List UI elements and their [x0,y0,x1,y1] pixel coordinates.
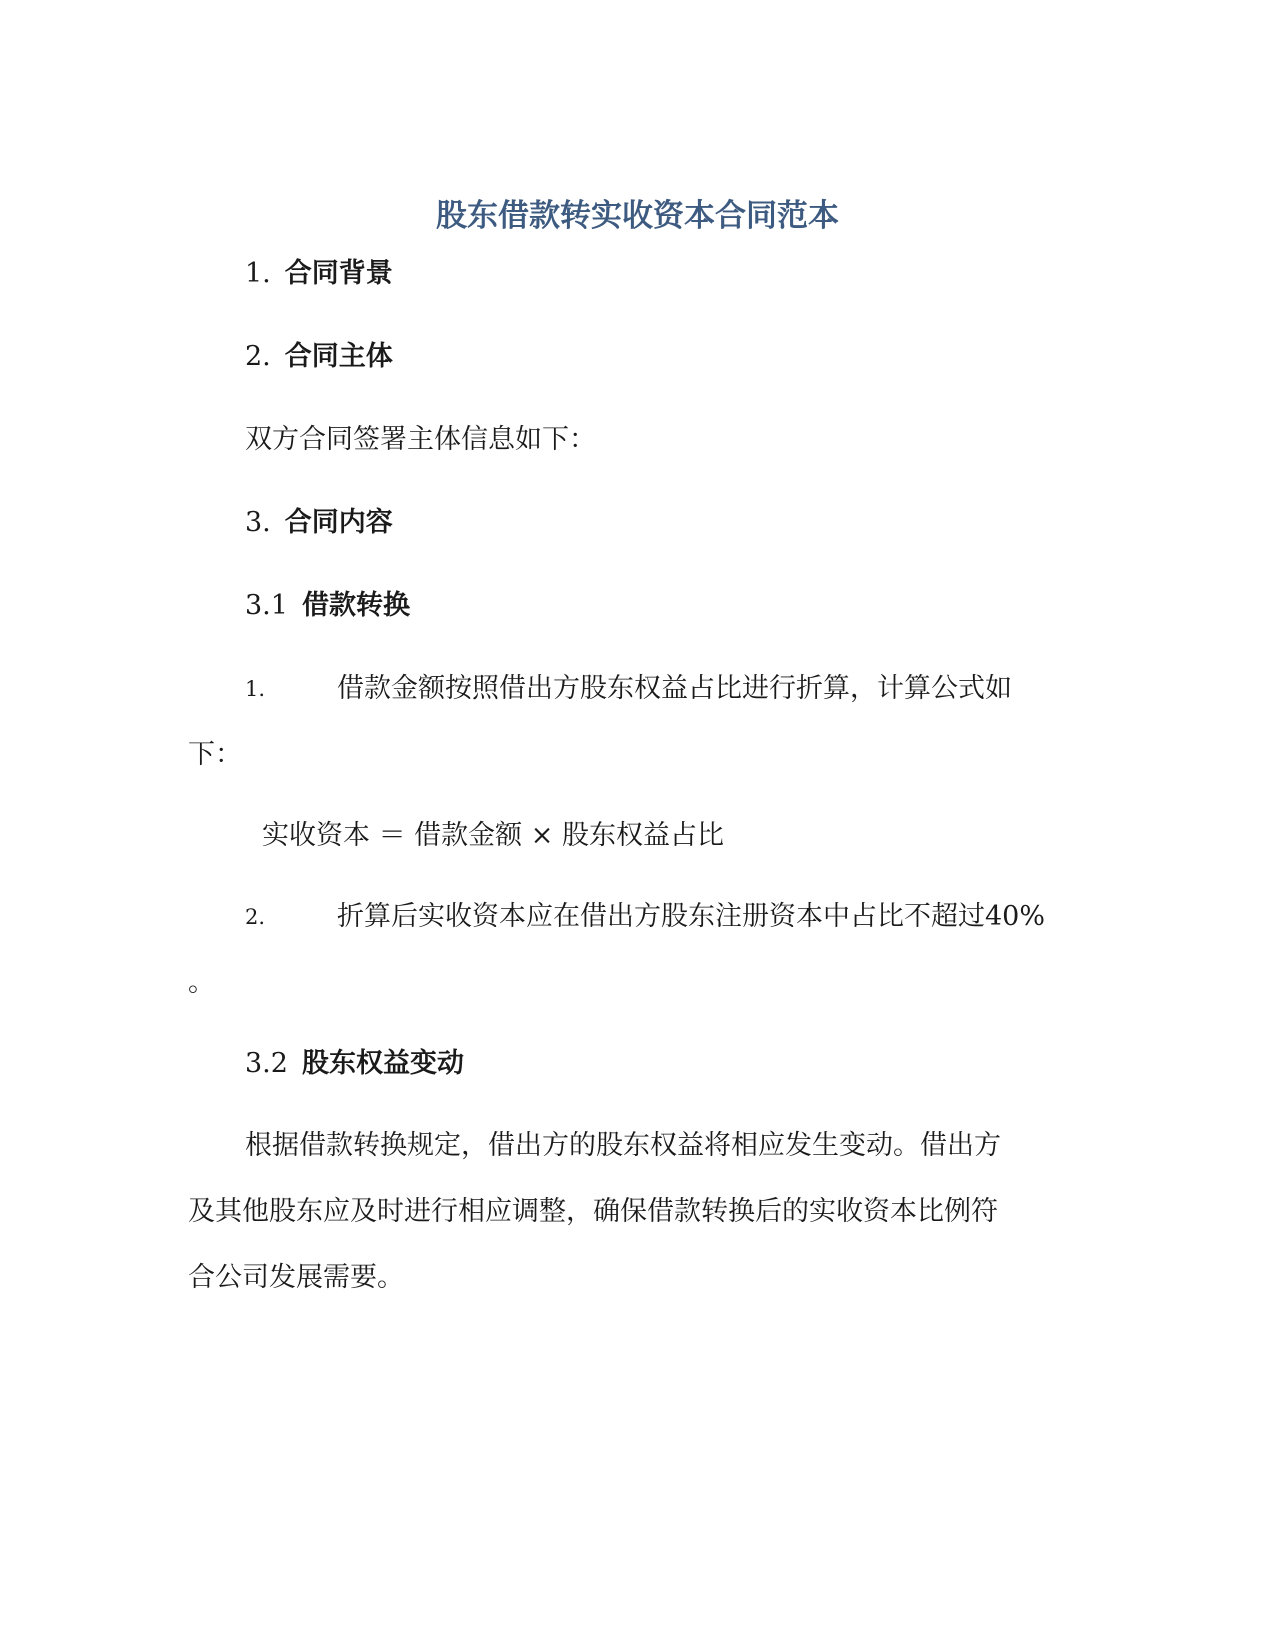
list-number-2: 2. [245,905,266,929]
list-number-1: 1. [245,677,266,701]
section-heading-3 [245,505,393,541]
section-label: 合同背景 [284,258,393,289]
document-title: 股东借款转实收资本合同范本 [436,198,839,234]
section-heading-3-1 [245,588,410,624]
paragraph-equity-line2: 及其他股东应及时进行相应调整，确保借款转换后的实收资本比例符 [188,1196,998,1227]
list-item-2-line1: 折算后实收资本应在借出方股东注册资本中占比不超过40% [337,901,1046,932]
section-heading-1 [245,256,393,292]
list-item-1-line1: 借款金额按照借出方股东权益占比进行折算，计算公式如 [337,673,1012,704]
section-number: 1. [245,258,271,289]
section-number: 3.1 [245,590,288,621]
list-item-1-line2: 下： [188,739,242,770]
list-item-2-line2: 。 [188,967,215,998]
paragraph-equity-line1: 根据借款转换规定，借出方的股东权益将相应发生变动。借出方 [245,1130,1001,1161]
section-number: 2. [245,341,271,372]
section-label: 股东权益变动 [301,1048,464,1079]
paragraph-parties: 双方合同签署主体信息如下： [245,424,596,455]
paragraph-equity-line3: 合公司发展需要。 [188,1262,404,1293]
formula: 实收资本 ＝ 借款金额 × 股东权益占比 [262,820,724,851]
section-heading-3-2 [245,1046,464,1082]
section-label: 合同内容 [284,507,393,538]
section-label: 合同主体 [284,341,393,372]
section-heading-2 [245,339,393,375]
section-number: 3. [245,507,271,538]
section-label: 借款转换 [301,590,410,621]
section-number: 3.2 [245,1048,288,1079]
